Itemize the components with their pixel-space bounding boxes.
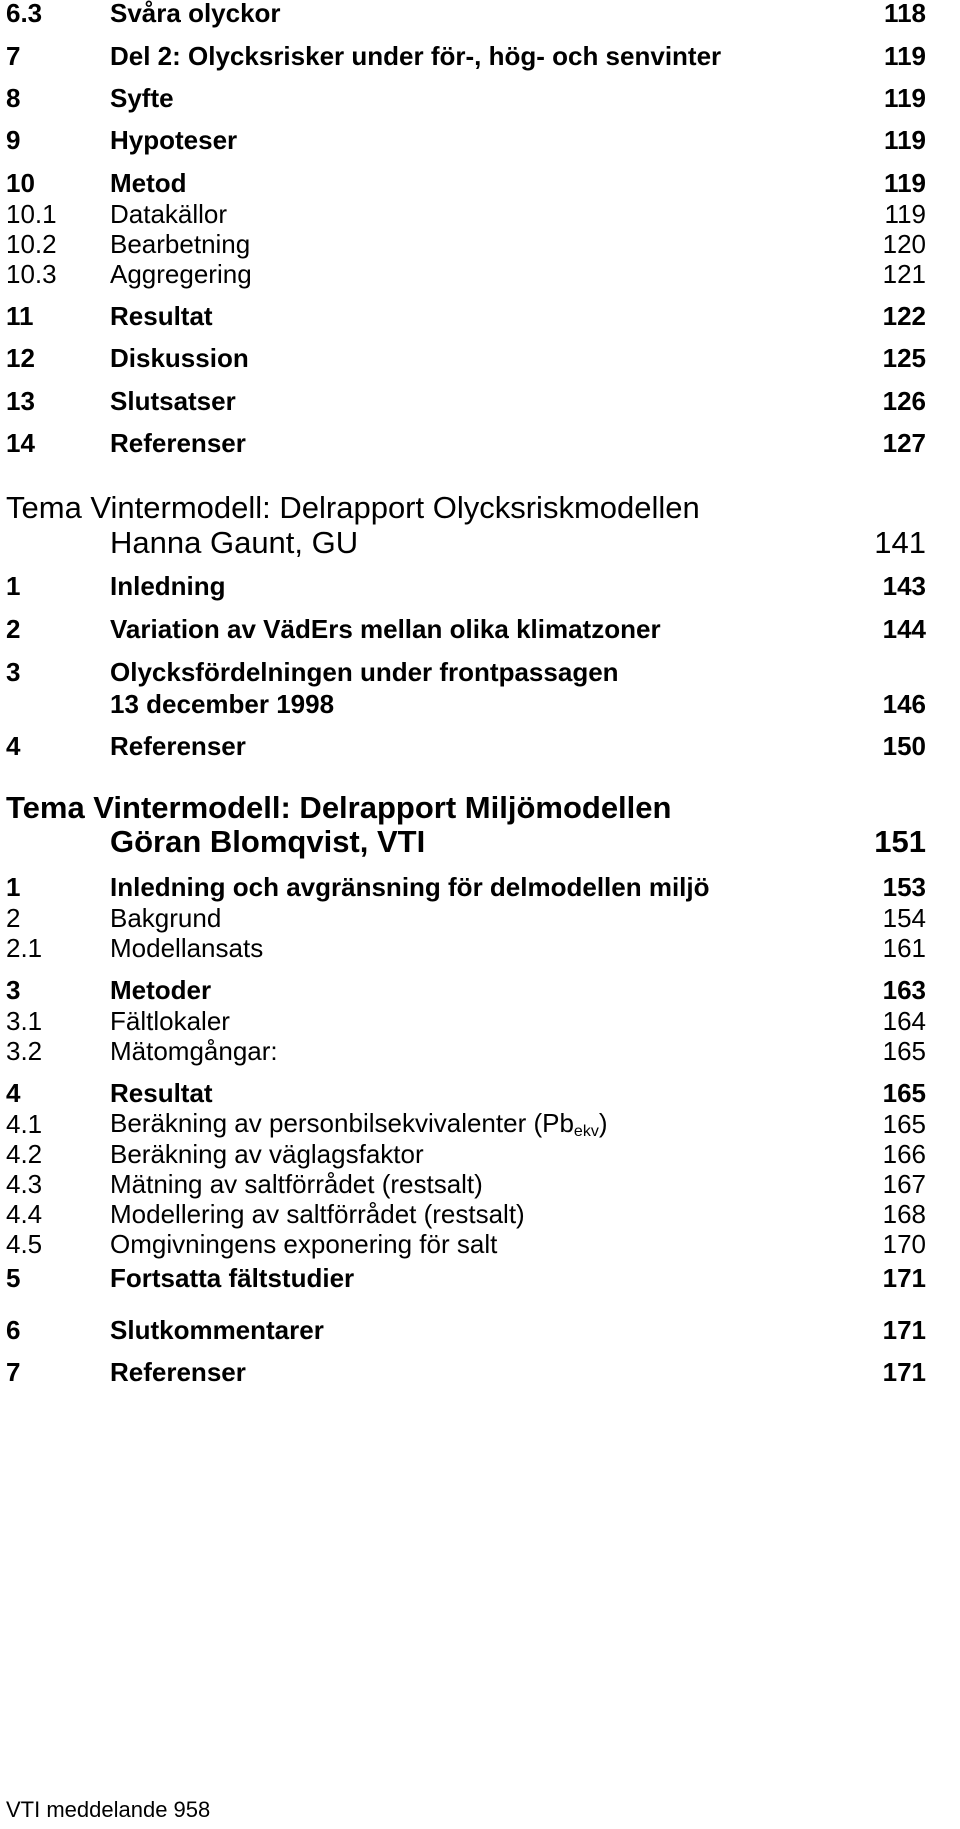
toc-entry: [6, 198, 926, 230]
toc-entry: [6, 902, 926, 934]
toc-entry-page: 151: [874, 824, 926, 859]
toc-entry-title: Metod: [110, 167, 187, 198]
toc-entry-page: 119: [884, 198, 926, 229]
toc-entry-number: 4.4: [6, 1198, 43, 1229]
toc-entry: [6, 1168, 926, 1200]
toc-entry-number: 8: [6, 82, 21, 113]
page-footer: VTI meddelande 958: [6, 1797, 211, 1822]
toc-entry-number: 13: [6, 385, 35, 416]
toc-entry-page: 119: [884, 40, 926, 71]
toc-entry-title: Referenser: [110, 1356, 246, 1387]
toc-entry: [6, 167, 926, 199]
toc-entry-title: [110, 1108, 608, 1141]
toc-entry-title: Aggregering: [110, 258, 252, 289]
toc-entry: [6, 570, 926, 602]
toc-entry-title: Modellansats: [110, 932, 264, 963]
toc-entry-number: 7: [6, 1356, 21, 1387]
toc-entry: [6, 871, 926, 903]
toc-entry-title: Inledning och avgränsning för delmodellen miljö: [110, 871, 710, 902]
toc-entry-number: 1: [6, 871, 21, 902]
toc-entry-page: 171: [882, 1314, 926, 1345]
toc-entry: [6, 124, 926, 156]
toc-entry-number: 3: [6, 656, 21, 687]
toc-entry-page: 126: [882, 385, 926, 416]
toc-entry-page: 143: [882, 570, 926, 601]
toc-entry-page: 118: [884, 0, 926, 28]
toc-entry-title: Fältlokaler: [110, 1005, 230, 1036]
toc-entry-page: 127: [882, 427, 926, 458]
toc-entry-page: 150: [882, 730, 926, 761]
toc-entry-number: 7: [6, 40, 21, 71]
toc-entry-title: Del 2: Olycksrisker under för-, hög- och senvinter: [110, 40, 722, 71]
toc-entry-number: 14: [6, 427, 35, 458]
toc-entry-number: Tema Vintermodell: Delrapport Olycksriskmodellen: [6, 490, 700, 525]
toc-entry-number: 2: [6, 613, 21, 644]
toc-entry-title: Omgivningens exponering för salt: [110, 1228, 498, 1259]
toc-entry: [6, 300, 926, 332]
toc-entry: [6, 1228, 926, 1260]
toc-entry-page: 119: [884, 124, 926, 155]
toc-entry-number: 4: [6, 730, 21, 761]
toc-entry-title: Slutkommentarer: [110, 1314, 324, 1345]
toc-entry-number: 3.1: [6, 1005, 43, 1036]
toc-entry-number: 1: [6, 570, 21, 601]
toc-entry-title-text: Beräkning av personbilsekvivalenter (Pb: [110, 1107, 574, 1138]
toc-entry: [6, 40, 926, 72]
toc-entry-page: 171: [882, 1356, 926, 1387]
toc-entry: [6, 1035, 926, 1067]
toc-entry: [6, 342, 926, 374]
toc-entry-number: 10.1: [6, 198, 57, 229]
toc-entry: [6, 613, 926, 645]
toc-entry: [6, 792, 926, 824]
toc-entry: [6, 1356, 926, 1388]
toc-entry-title: Variation av VädErs mellan olika klimatzoner: [110, 613, 661, 644]
toc-entry-subscript: ekv: [573, 1122, 599, 1140]
toc-entry: [6, 82, 926, 114]
toc-entry-title: Mätomgångar:: [110, 1035, 278, 1066]
toc-entry-number: 4.2: [6, 1138, 43, 1169]
toc-entry: [6, 385, 926, 417]
toc-entry: [6, 688, 926, 720]
toc-entry-page: 144: [882, 613, 926, 644]
toc-entry: [6, 0, 926, 29]
toc-entry: [6, 974, 926, 1006]
toc-entry: [6, 1108, 926, 1140]
toc-entry-number: 6: [6, 1314, 21, 1345]
toc-entry: [6, 656, 926, 688]
toc-entry-page: 146: [882, 688, 926, 719]
toc-entry-page: 166: [882, 1138, 926, 1169]
toc-entry: [6, 1138, 926, 1170]
toc-entry-title: Inledning: [110, 570, 226, 601]
toc-entry-title: Modellering av saltförrådet (restsalt): [110, 1198, 525, 1229]
toc-entry-page: 154: [882, 902, 926, 933]
toc-entry-title: Fortsatta fältstudier: [110, 1262, 355, 1293]
toc-entry-page: 165: [882, 1077, 926, 1108]
toc-entry-number: 3: [6, 974, 21, 1005]
toc-entry-title: Bakgrund: [110, 902, 222, 933]
toc-entry-title: Bearbetning: [110, 228, 251, 259]
toc-entry: [6, 258, 926, 290]
toc-entry: [6, 1077, 926, 1109]
toc-entry-title: Metoder: [110, 974, 212, 1005]
toc-entry-number: 12: [6, 342, 35, 373]
toc-entry-number: 4.5: [6, 1228, 43, 1259]
toc-entry-number: 2: [6, 902, 21, 933]
toc-entry-number: 3.2: [6, 1035, 43, 1066]
toc-entry-title: Slutsatser: [110, 385, 236, 416]
toc-entry-page: 141: [874, 525, 926, 560]
toc-entry-page: 167: [882, 1168, 926, 1199]
toc-entry-number: 5: [6, 1262, 21, 1293]
toc-entry-title: Mätning av saltförrådet (restsalt): [110, 1168, 483, 1199]
toc-entry-number: 4.3: [6, 1168, 43, 1199]
toc-entry-page: 168: [882, 1198, 926, 1229]
toc-entry-page: 165: [882, 1108, 926, 1139]
toc-entry-number: 4: [6, 1077, 21, 1108]
toc-entry: [6, 492, 926, 524]
toc-entry: [6, 826, 926, 858]
toc-entry-page: 153: [882, 871, 926, 902]
toc-entry-title: 13 december 1998: [110, 688, 335, 719]
toc-entry-number: 10.2: [6, 228, 57, 259]
toc-entry-number: Tema Vintermodell: Delrapport Miljömodellen: [6, 790, 672, 825]
toc-entry: [6, 932, 926, 964]
toc-entry-number: 11: [6, 300, 34, 331]
toc-entry-number: 6.3: [6, 0, 43, 28]
toc-entry-page: 164: [882, 1005, 926, 1036]
toc-entry-title-suffix: ): [598, 1107, 608, 1138]
toc-entry-title: Göran Blomqvist, VTI: [110, 824, 426, 859]
toc-entry-page: 125: [882, 342, 926, 373]
toc-entry-page: 119: [884, 167, 926, 198]
toc-entry-page: 163: [882, 974, 926, 1005]
toc-entry-title: Svåra olyckor: [110, 0, 281, 28]
toc-entry: [6, 1314, 926, 1346]
toc-entry-number: 10: [6, 167, 35, 198]
toc-entry-title: Referenser: [110, 427, 246, 458]
toc-entry: [6, 527, 926, 559]
toc-entry-page: 161: [882, 932, 926, 963]
toc-entry-number: 4.1: [6, 1108, 43, 1139]
toc-entry-title: Olycksfördelningen under frontpassagen: [110, 656, 619, 687]
toc-entry-number: 10.3: [6, 258, 57, 289]
toc-entry-title: Syfte: [110, 82, 174, 113]
toc-entry: [6, 1198, 926, 1230]
toc-entry-title: Resultat: [110, 1077, 213, 1108]
toc-entry-page: 170: [882, 1228, 926, 1259]
toc-entry-title: Referenser: [110, 730, 246, 761]
toc-entry: [6, 228, 926, 260]
toc-entry-title: Hanna Gaunt, GU: [110, 525, 359, 560]
toc-entry-page: 119: [884, 82, 926, 113]
toc-entry: [6, 427, 926, 459]
toc-entry-page: 122: [882, 300, 926, 331]
toc-entry-title: Diskussion: [110, 342, 249, 373]
toc-entry: [6, 1005, 926, 1037]
toc-entry-title: Beräkning av väglagsfaktor: [110, 1138, 424, 1169]
toc-entry-title: Datakällor: [110, 198, 228, 229]
toc-entry-number: 9: [6, 124, 21, 155]
toc-entry-page: 165: [882, 1035, 926, 1066]
toc-entry-page: 120: [882, 228, 926, 259]
toc-entry-page: 171: [882, 1262, 926, 1293]
toc-entry-number: 2.1: [6, 932, 43, 963]
toc-entry-page: 121: [882, 258, 926, 289]
toc-entry-title: Resultat: [110, 300, 213, 331]
toc-entry: [6, 1262, 926, 1294]
toc-entry-title: Hypoteser: [110, 124, 238, 155]
toc-entry: [6, 730, 926, 762]
